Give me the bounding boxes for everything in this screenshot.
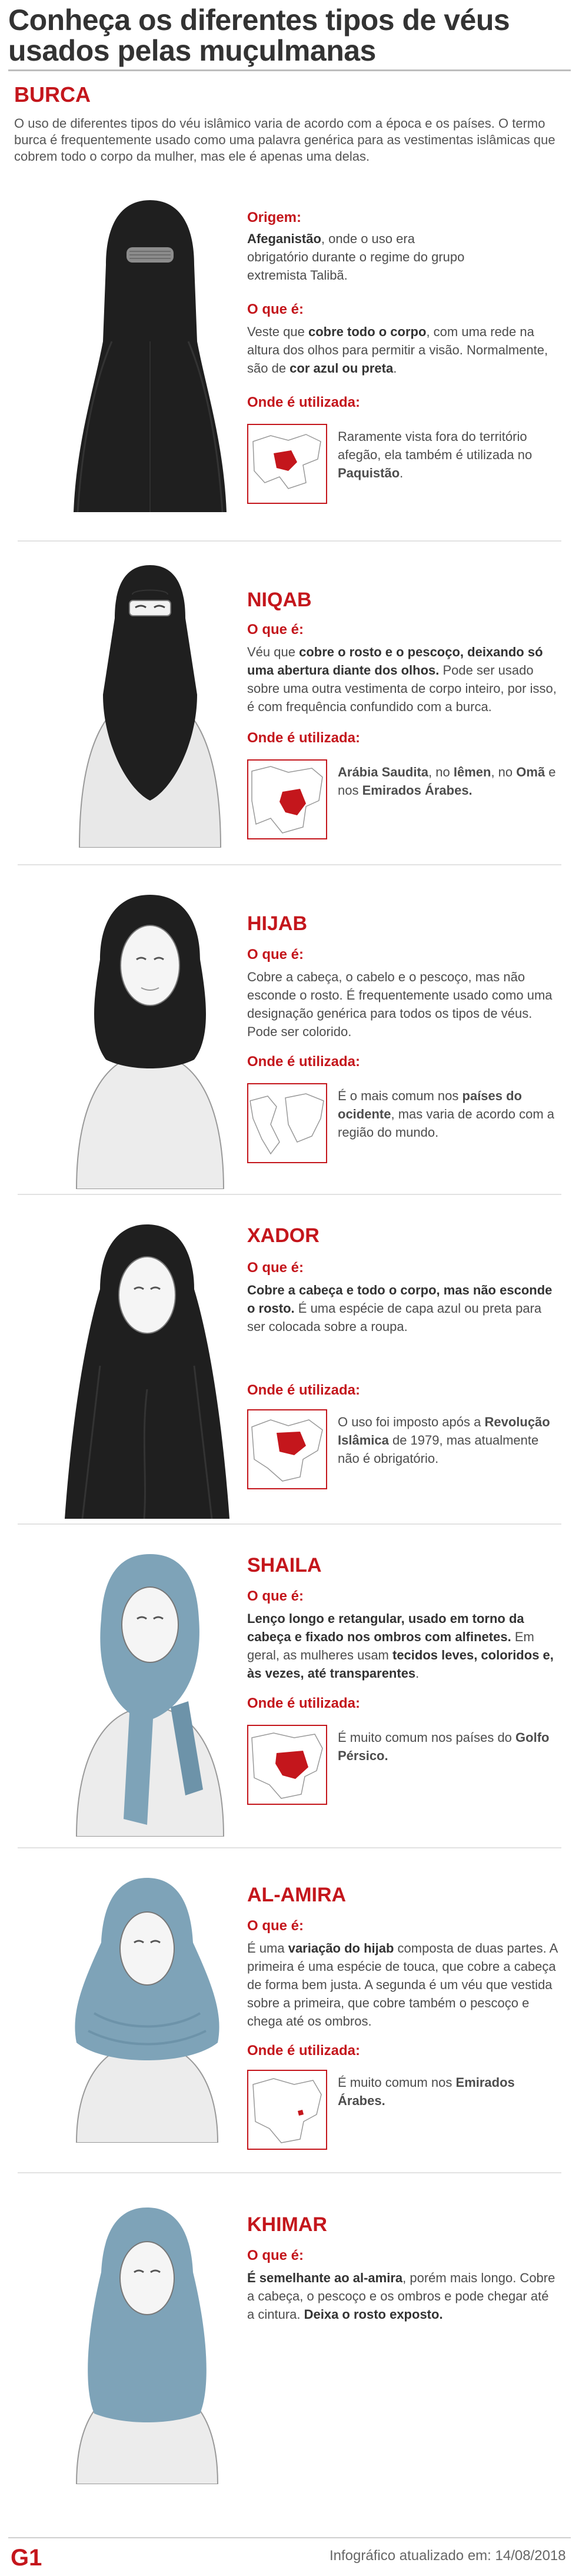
khimar-what-label: O que é: [247,2248,304,2263]
section-divider [18,1847,561,1848]
niqab-what-label: O que é: [247,622,304,638]
updated-date: Infográfico atualizado em: 14/08/2018 [330,2548,566,2564]
burca-where-label: Onde é utilizada: [247,394,361,410]
al-amira-what-text: É uma variação do hijab composta de duas partes. A primeira é uma espécie de touca, que cobre a cabeça de forma bem justa. A segunda é um véu que vestida sobre a primeira, que cobre também o pescoço e chega até os ombros. [247,1941,558,2029]
shaila-title: SHAILA [247,1554,322,1576]
title-divider [8,69,571,71]
khimar-figure [59,2190,235,2484]
niqab-where-label: Onde é utilizada: [247,730,361,746]
section-divider [18,540,561,542]
xador-where-text: O uso foi imposto após a Revolução Islâmica de 1979, mas atualmente não é obrigatório. [338,1415,550,1466]
burca-heading: BURCA [14,82,91,107]
section-divider [18,2172,561,2173]
burca-origin-label: Origem: [247,210,302,225]
hijab-what-label: O que é: [247,947,304,962]
xador-title: XADOR [247,1224,320,1247]
niqab-where-text: Arábia Saudita, no Iêmen, no Omã e nos Emirados Árabes. [338,765,556,798]
burca-origin-text: Afeganistão, onde o uso era obrigatório durante o regime do grupo extremista Talibã. [247,231,465,283]
footer-divider [8,2537,571,2538]
xador-what-text: Cobre a cabeça e todo o corpo, mas não esconde o rosto. É uma espécie de capa azul ou preta para ser colocada sobre a roupa. [247,1283,553,1334]
khimar-what-text: É semelhante ao al-amira, porém mais longo. Cobre a cabeça, o pescoço e os ombros e pode chegar até a cintura. Deixa o rosto exposto. [247,2270,555,2322]
niqab-figure [68,553,232,848]
burca-where-text: Raramente vista fora do território afegão, ela também é utilizada no Paquistão. [338,429,533,480]
xador-figure [59,1213,235,1519]
xador-what-label: O que é: [247,1260,304,1276]
niqab-map-icon [247,759,327,839]
al-amira-what-label: O que é: [247,1918,304,1934]
hijab-map-icon [247,1083,327,1163]
g1-logo-text: G1 [11,2545,42,2570]
al-amira-where-text: É muito comum nos Emirados Árabes. [338,2075,515,2108]
g1-logo [11,2543,53,2570]
hijab-where-text: É o mais comum nos países do ocidente, mas varia de acordo com a região do mundo. [338,1088,555,1140]
shaila-map-icon [247,1725,327,1805]
shaila-what-label: O que é: [247,1588,304,1604]
burca-what-text: Veste que cobre todo o corpo, com uma rede na altura dos olhos para permitir a visão. Normalmente, são de cor azul ou preta. [247,324,548,376]
hijab-title: HIJAB [247,912,308,935]
intro-text: O uso de diferentes tipos do véu islâmico varia de acordo com a época e os países. O termo burca é frequentemente usado como uma palavra genérica para as vestimentas islâmicas que cobrem todo o corpo da mulher, mas ele é apenas uma delas. [14,116,555,164]
hijab-figure [65,883,235,1189]
section-divider [18,1523,561,1525]
al-amira-title: AL-AMIRA [247,1884,347,1906]
shaila-where-text: É muito comum nos países do Golfo Pérsico. [338,1730,550,1763]
khimar-title: KHIMAR [247,2213,327,2236]
shaila-figure [65,1542,235,1837]
burca-figure [71,194,229,512]
niqab-what-text: Véu que cobre o rosto e o pescoço, deixando só uma abertura diante dos olhos. Pode ser usado sobre uma outra vestimenta de corpo inteiro, por isso, é com frequência confundido com a burca. [247,645,557,714]
burca-map-icon [247,424,327,504]
niqab-title: NIQAB [247,589,312,611]
al-amira-where-label: Onde é utilizada: [247,2043,361,2059]
al-amira-map-icon [247,2070,327,2150]
xador-where-label: Onde é utilizada: [247,1382,361,1398]
burca-what-label: O que é: [247,301,304,317]
hijab-where-label: Onde é utilizada: [247,1054,361,1070]
hijab-what-text: Cobre a cabeça, o cabelo e o pescoço, mas não esconde o rosto. É frequentemente usado como uma designação genérica para todos os tipos de véus. Pode ser colorido. [247,970,553,1039]
shaila-what-text: Lenço longo e retangular, usado em torno da cabeça e fixado nos ombros com alfinetes. Em geral, as mulheres usam tecidos leves, coloridos e, às vezes, até transparentes. [247,1611,554,1681]
xador-map-icon [247,1409,327,1489]
shaila-where-label: Onde é utilizada: [247,1695,361,1711]
section-divider [18,1194,561,1195]
page-title: Conheça os diferentes tipos de véus usados pelas muçulmanas [8,4,510,67]
section-divider [18,864,561,865]
al-amira-figure [59,1866,235,2143]
